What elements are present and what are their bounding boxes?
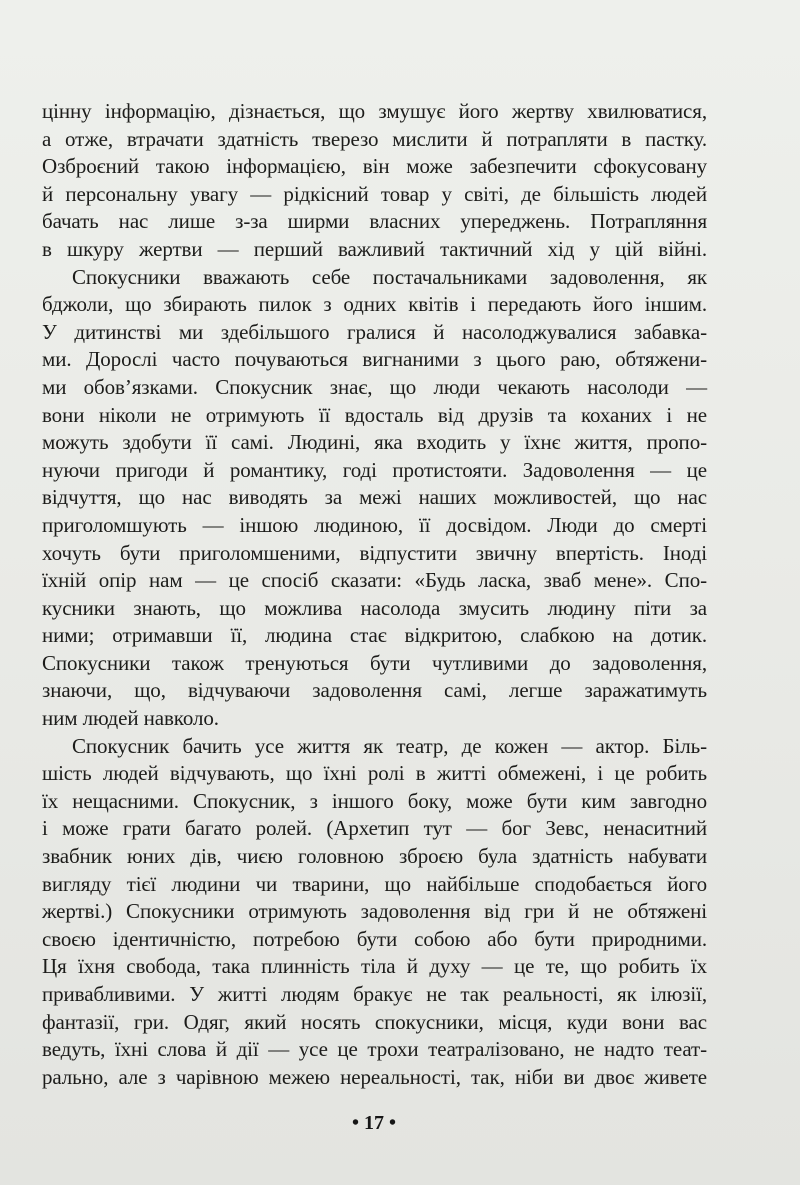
paragraph-3: [42, 733, 707, 1092]
text-line: ним людей навколо.: [42, 706, 219, 731]
paragraph-2: [42, 264, 707, 733]
text-line: вигляду тієї людини чи тварини, що найбільше сподобається його: [42, 871, 707, 896]
text-line: привабливими. У житті людям бракує не так реальності, як ілюзії,: [42, 982, 707, 1006]
text-line: в шкуру жертви — перший важливий тактичний хід у цій війні.: [42, 236, 707, 261]
text-line: й персональну увагу — рідкісний товар у світі, де більшість людей: [42, 181, 707, 206]
text-line: шість людей відчувають, що їхні ролі в житті обмежені, і це робить: [42, 761, 707, 786]
text-line: У дитинстві ми здебільшого гралися й насолоджувалися забавка-: [42, 319, 707, 344]
text-line: хочуть бути приголомшеними, відпустити звичну впертість. Іноді: [42, 540, 707, 565]
text-line: приголомшують — іншою людиною, її досвідом. Люди до смерті: [42, 512, 707, 537]
text-line: жертві.) Спокусники отримують задоволення від гри й не обтяжені: [42, 899, 707, 924]
text-line: ними; отримавши її, людина стає відкритою, слабкою на дотик.: [42, 623, 707, 648]
text-line: кусники знають, що можлива насолода змусить людину піти за: [42, 595, 707, 620]
text-line: звабник юних дів, чиєю головною зброєю була здатність набувати: [42, 844, 707, 869]
text-line: їх нещасними. Спокусник, з іншого боку, може бути ким завгодно: [42, 788, 707, 813]
text-line: знаючи, що, відчуваючи задоволення самі, легше заражатимуть: [42, 678, 707, 703]
text-line: фантазії, гри. Одяг, який носять спокусники, місця, куди вони вас: [42, 1009, 707, 1034]
paragraph-1: [42, 98, 707, 264]
text-line: бачать нас лише з-за ширми власних упереджень. Потрапляння: [42, 209, 707, 234]
text-line: вони ніколи не отримують її вдосталь від друзів та коханих і не: [42, 402, 707, 427]
page-number: • 17 •: [351, 1112, 396, 1134]
text-line: бджоли, що збирають пилок з одних квітів і передають його іншим.: [42, 292, 707, 317]
text-line: і може грати багато ролей. (Архетип тут — бог Зевс, ненаситний: [42, 816, 707, 841]
text-line: можуть здобути її самі. Людині, яка входить у їхнє життя, пропо-: [42, 430, 707, 455]
text-line: Озброєний такою інформацією, він може забезпечити сфокусовану: [42, 154, 707, 179]
text-line: Спокусники також тренуються бути чутливими до задоволення,: [42, 650, 707, 675]
text-line: Спокусники вважають себе постачальниками задоволення, як: [72, 264, 707, 289]
text-line: своєю ідентичністю, потребою бути собою або бути природними.: [42, 926, 707, 951]
text-line: Ця їхня свобода, така плинність тіла й духу — це те, що робить їх: [42, 954, 707, 979]
text-line: ми обов’язками. Спокусник знає, що люди чекають насолоди —: [42, 374, 707, 399]
text-line: а отже, втрачати здатність тверезо мислити й потрапляти в пастку.: [42, 126, 707, 151]
text-line: нуючи пригоди й романтику, годі протистояти. Задоволення — це: [42, 457, 707, 482]
text-line: відчуття, що нас виводять за межі наших можливостей, що нас: [42, 485, 707, 510]
text-line: цінну інформацію, дізнається, що змушує його жертву хвилюватися,: [42, 99, 707, 123]
body-text: [42, 98, 707, 1091]
text-line: ведуть, їхні слова й дії — усе це трохи театралізовано, не надто теат-: [42, 1037, 707, 1062]
text-line: їхній опір нам — це спосіб сказати: «Будь ласка, зваб мене». Спо-: [42, 568, 707, 593]
text-line: Спокусник бачить усе життя як театр, де кожен — актор. Біль-: [72, 733, 707, 758]
text-line: ми. Дорослі часто почуваються вигнаними з цього раю, обтяжени-: [42, 347, 707, 372]
text-line: рально, але з чарівною межею нереальності, так, ніби ви двоє живете: [42, 1064, 707, 1089]
